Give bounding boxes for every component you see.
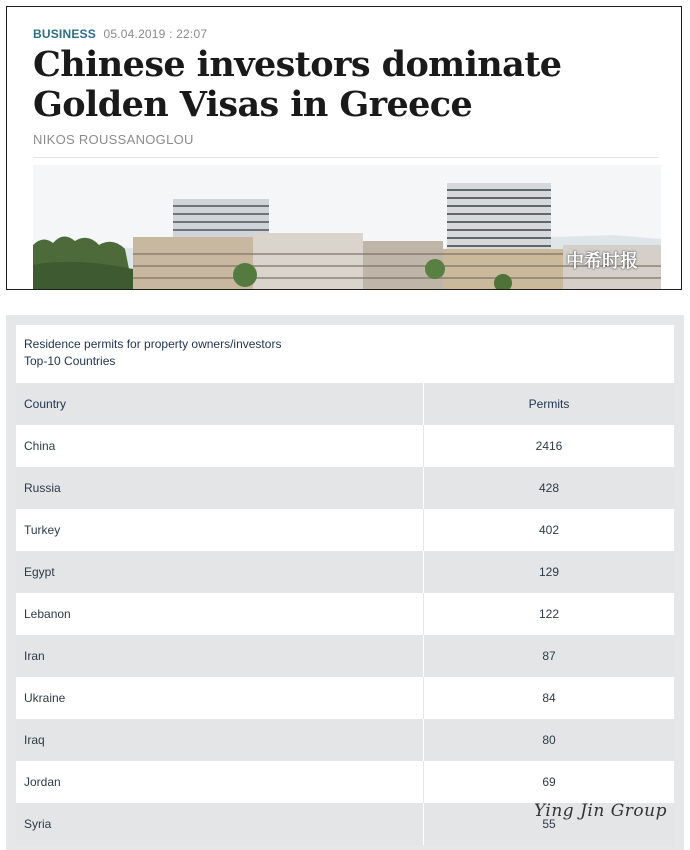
cell-permits: 122 bbox=[538, 607, 560, 621]
table-caption bbox=[16, 325, 674, 383]
cell-permits: 87 bbox=[542, 649, 556, 663]
cell-country: Egypt bbox=[24, 565, 55, 579]
cell-country: Ukraine bbox=[24, 691, 66, 705]
cell-country: Jordan bbox=[24, 775, 61, 789]
table-row bbox=[16, 551, 674, 593]
cell-permits: 2416 bbox=[535, 439, 563, 453]
article-headline: Chinese investors dominate Golden Visas in Greece bbox=[33, 44, 562, 125]
header-permits: Permits bbox=[528, 397, 570, 411]
article-card bbox=[6, 6, 682, 290]
article-date: 05.04.2019 : 22:07 bbox=[103, 27, 208, 41]
table-row bbox=[16, 677, 674, 719]
table-row bbox=[16, 635, 674, 677]
cell-country: Turkey bbox=[24, 523, 61, 537]
table-row bbox=[16, 467, 674, 509]
cell-country: China bbox=[24, 439, 56, 453]
cell-permits: 129 bbox=[538, 565, 560, 579]
cell-permits: 80 bbox=[542, 733, 556, 747]
divider bbox=[33, 157, 659, 158]
table-row bbox=[16, 593, 674, 635]
cell-permits: 69 bbox=[542, 775, 556, 789]
cell-country: Russia bbox=[24, 481, 61, 495]
caption-title: Residence permits for property owners/investors bbox=[24, 337, 282, 351]
category-link[interactable]: BUSINESS bbox=[33, 27, 96, 41]
permits-table bbox=[6, 315, 684, 850]
table-row bbox=[16, 425, 674, 467]
cell-country: Iraq bbox=[24, 733, 45, 747]
article-author[interactable]: NIKOS ROUSSANOGLOU bbox=[33, 132, 194, 147]
cell-country: Lebanon bbox=[24, 607, 71, 621]
table-row bbox=[16, 761, 674, 803]
cell-permits: 55 bbox=[542, 817, 556, 831]
table-header-row bbox=[16, 383, 674, 425]
group-watermark: Ying Jin Group bbox=[534, 801, 667, 821]
article-meta bbox=[33, 27, 207, 41]
cell-permits: 428 bbox=[538, 481, 560, 495]
cell-country: Iran bbox=[24, 649, 45, 663]
table-row bbox=[16, 719, 674, 761]
cell-permits: 402 bbox=[538, 523, 560, 537]
caption-subtitle: Top-10 Countries bbox=[24, 354, 116, 368]
table-row bbox=[16, 509, 674, 551]
photo-watermark: 中希时报 bbox=[566, 251, 638, 271]
cell-permits: 84 bbox=[542, 691, 556, 705]
cell-country: Syria bbox=[24, 817, 52, 831]
header-country: Country bbox=[24, 397, 67, 411]
